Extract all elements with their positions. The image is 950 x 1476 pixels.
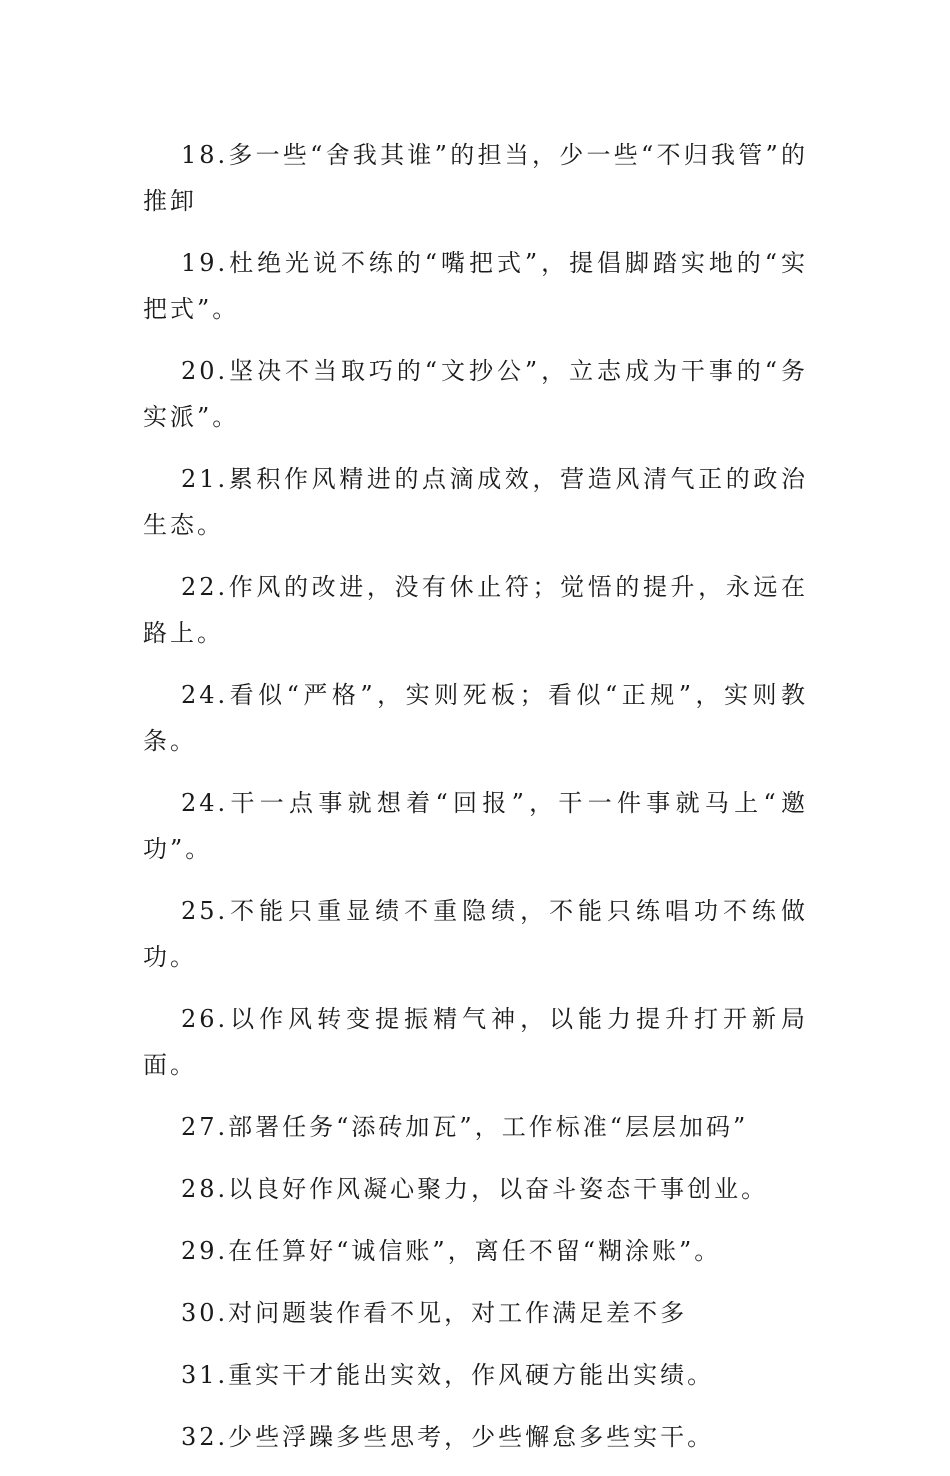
list-item: 22.作风的改进，没有休止符；觉悟的提升，永远在路上。: [143, 573, 808, 647]
list-item: 21.累积作风精进的点滴成效，营造风清气正的政治生态。: [143, 465, 808, 539]
list-item: 30.对问题装作看不见，对工作满足差不多: [181, 1299, 688, 1327]
list-item: 26.以作风转变提振精气神，以能力提升打开新局面。: [143, 1005, 808, 1079]
list-item: 25.不能只重显绩不重隐绩，不能只练唱功不练做功。: [143, 897, 808, 971]
list-item: 20.坚决不当取巧的“文抄公”，立志成为干事的“务实派”。: [143, 357, 808, 431]
list-item: 19.杜绝光说不练的“嘴把式”，提倡脚踏实地的“实把式”。: [143, 249, 808, 323]
list-item: 31.重实干才能出实效，作风硬方能出实绩。: [181, 1361, 715, 1389]
list-item: 28.以良好作风凝心聚力，以奋斗姿态干事创业。: [181, 1175, 769, 1203]
list-item: 32.少些浮躁多些思考，少些懈怠多些实干。: [181, 1423, 715, 1451]
document-body: [143, 132, 808, 1476]
list-item: 29.在任算好“诚信账”，离任不留“糊涂账”。: [181, 1237, 722, 1265]
list-item: 18.多一些“舍我其谁”的担当，少一些“不归我管”的推卸: [143, 141, 808, 215]
list-item: 24.干一点事就想着“回报”，干一件事就马上“邀功”。: [143, 789, 808, 863]
list-item: 27.部署任务“添砖加瓦”，工作标准“层层加码”: [181, 1113, 749, 1141]
list-item: 24.看似“严格”，实则死板；看似“正规”，实则教条。: [143, 681, 808, 755]
